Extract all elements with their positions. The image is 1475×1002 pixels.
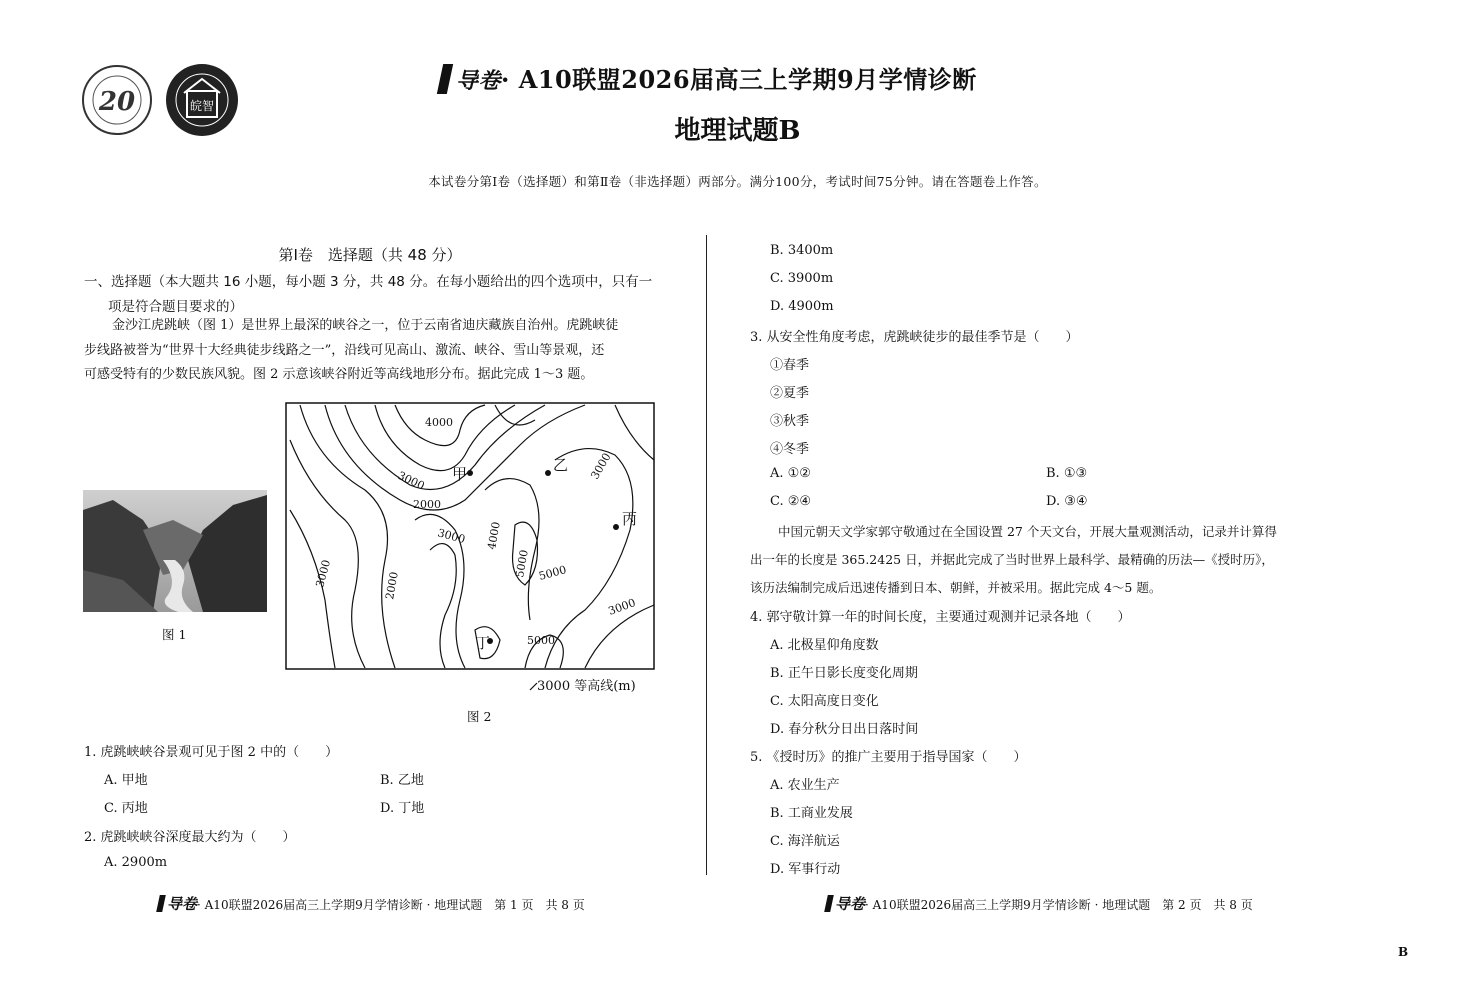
passage-line: 出一年的长度是 365.2425 日，并据此完成了当时世界上最科学、最精确的历法—《授时历》，: [750, 552, 1274, 567]
passage-line: 步线路被誉为“世界十大经典徒步线路之一”，沿线可见高山、激流、峡谷、雪山等景观，还: [84, 342, 605, 358]
column-divider: [706, 235, 707, 875]
question-4-stem: 4. 郭守敬计算一年的时间长度，主要通过观测并记录各地（ ）: [750, 610, 1131, 625]
point-bing-marker: [613, 524, 619, 530]
contour-label: 5000: [527, 634, 555, 647]
contour-label: 3000: [313, 558, 334, 589]
question-5-option-a[interactable]: A. 农业生产: [770, 778, 840, 793]
question-1-option-c[interactable]: C. 丙地: [104, 801, 148, 816]
contour-label: 3000: [436, 526, 467, 547]
logo-right-text: 皖智: [189, 99, 215, 113]
contour-label: 5000: [513, 548, 531, 579]
point-bing-label: 丙: [622, 510, 638, 528]
exam-header: [440, 60, 1000, 96]
question-3-item: ①春季: [770, 358, 810, 373]
passage-2: [750, 518, 1326, 602]
question-4-option-b[interactable]: B. 正午日影长度变化周期: [770, 666, 918, 681]
passage-line: 中国元朝天文学家郭守敬通过在全国设置 27 个天文台，开展大量观测活动，记录并计算得: [778, 524, 1277, 539]
contour-label: 3000: [606, 596, 638, 618]
contour-label: 4000: [425, 416, 453, 429]
brand-mark-icon: [156, 895, 166, 912]
question-2-option-a[interactable]: A. 2900m: [104, 855, 168, 870]
question-3-item: ②夏季: [770, 386, 810, 401]
question-3-stem: 3. 从安全性角度考虑，虎跳峡徒步的最佳季节是（ ）: [750, 330, 1079, 345]
brand-mark-icon: [824, 895, 834, 912]
question-4-option-a[interactable]: A. 北极星仰角度数: [770, 638, 879, 653]
exam-title: · A10联盟2026届高三上学期9月学情诊断: [501, 65, 977, 94]
question-1-stem: 1. 虎跳峡峡谷景观可见于图 2 中的（ ）: [84, 745, 339, 760]
question-3-option-c[interactable]: C. ②④: [770, 494, 812, 509]
logo-left-text: 20: [98, 87, 136, 117]
point-yi-label: 乙: [553, 456, 569, 474]
section-desc-line: 项是符合题目要求的）: [108, 299, 243, 315]
point-jia-label: 甲: [452, 465, 468, 483]
contour-map-svg: [285, 400, 657, 700]
contour-label: 3000: [395, 468, 427, 493]
question-2-option-d[interactable]: D. 4900m: [770, 299, 834, 314]
question-1-option-b[interactable]: B. 乙地: [380, 773, 424, 788]
footer-brand: 导卷: [835, 895, 866, 913]
question-3-item: ④冬季: [770, 442, 810, 457]
point-jia-marker: [467, 470, 473, 476]
contour-label: 2000: [383, 570, 401, 601]
question-2-stem: 2. 虎跳峡峡谷深度最大约为（ ）: [84, 830, 296, 845]
point-ding-label: 丁: [475, 634, 491, 652]
question-5-option-d[interactable]: D. 军事行动: [770, 862, 841, 877]
footer-text: · A10联盟2026届高三上学期9月学情诊断 · 地理试题 第 1 页 共 8 页: [197, 898, 585, 912]
section-desc-line: 一、选择题（本大题共 16 小题，每小题 3 分，共 48 分。在每小题给出的四个选项中，只有一: [84, 274, 653, 290]
question-5-stem: 5. 《授时历》的推广主要用于指导国家（ ）: [750, 750, 1027, 765]
brand-name: 导卷: [456, 68, 502, 94]
figure-1-caption: 图 1: [162, 627, 187, 642]
footer-page-1: [158, 893, 585, 914]
passage-line: 可感受特有的少数民族风貌。图 2 示意该峡谷附近等高线地形分布。据此完成 1～3 题。: [84, 367, 594, 382]
brand-mark-icon: [437, 64, 453, 94]
footer-brand: 导卷: [167, 895, 198, 913]
subject-title: 地理试题B: [674, 116, 801, 146]
question-2-option-c[interactable]: C. 3900m: [770, 271, 834, 286]
footer-page-2: [826, 893, 1253, 914]
passage-line: 该历法编制完成后迅速传播到日本、朝鲜，并被采用。据此完成 4～5 题。: [750, 580, 1162, 595]
question-5-option-b[interactable]: B. 工商业发展: [770, 806, 853, 821]
section-desc: [84, 270, 664, 320]
contour-label: 2000: [413, 498, 441, 511]
gorge-photo: [83, 490, 267, 612]
map-legend: 3000 等高线(m): [537, 679, 636, 694]
question-4-option-c[interactable]: C. 太阳高度日变化: [770, 694, 879, 709]
passage-1: [84, 314, 660, 388]
figure-2-caption: 图 2: [467, 709, 492, 724]
question-3-option-d[interactable]: D. ③④: [1046, 494, 1088, 509]
contour-label: 3000: [588, 450, 614, 482]
contour-map: [285, 400, 657, 700]
question-2-option-b[interactable]: B. 3400m: [770, 243, 834, 258]
question-3-option-b[interactable]: B. ①③: [1046, 466, 1088, 481]
question-3-option-a[interactable]: A. ①②: [770, 466, 811, 481]
contour-label: 4000: [485, 520, 503, 551]
contour-label: 5000: [537, 563, 568, 583]
instructions: 本试卷分第Ⅰ卷（选择题）和第Ⅱ卷（非选择题）两部分。满分100分，考试时间75分钟。请在答题卷上作答。: [428, 174, 1047, 189]
footer-text: · A10联盟2026届高三上学期9月学情诊断 · 地理试题 第 2 页 共 8 页: [865, 898, 1253, 912]
question-1-option-d[interactable]: D. 丁地: [380, 801, 425, 816]
passage-line: 金沙江虎跳峡（图 1）是世界上最深的峡谷之一，位于云南省迪庆藏族自治州。虎跳峡徒: [112, 318, 619, 333]
section-title: 第Ⅰ卷 选择题（共 48 分）: [278, 246, 462, 264]
question-4-option-d[interactable]: D. 春分秋分日出日落时间: [770, 722, 919, 737]
question-3-item: ③秋季: [770, 414, 810, 429]
version-mark: B: [1398, 945, 1409, 959]
point-yi-marker: [545, 470, 551, 476]
question-5-option-c[interactable]: C. 海洋航运: [770, 834, 840, 849]
question-1-option-a[interactable]: A. 甲地: [104, 773, 148, 788]
